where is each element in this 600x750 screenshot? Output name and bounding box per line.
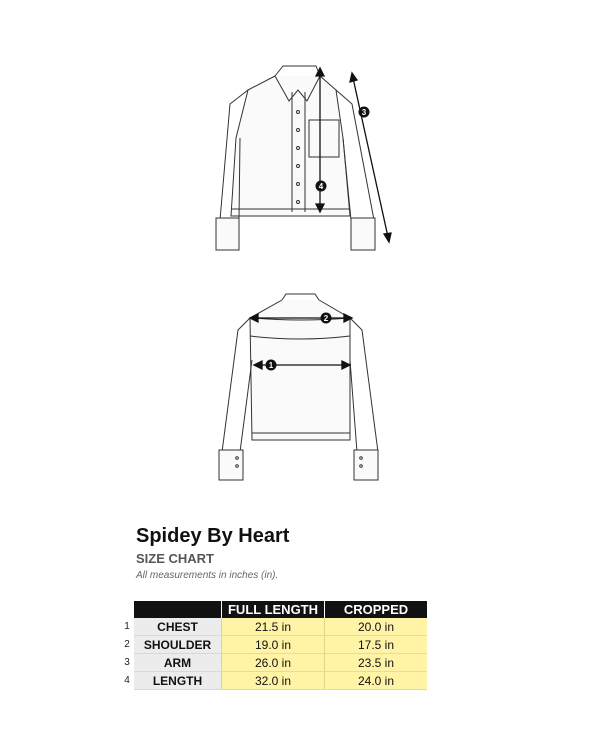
table-header-row [120,601,427,618]
cropped-value: 20.0 in [325,618,428,636]
cropped-value: 24.0 in [325,672,428,690]
marker-badge-4 [316,181,327,192]
brand-title: Spidey By Heart [136,525,290,547]
table-row [120,636,427,654]
header-corner [134,601,222,618]
svg-text:2: 2 [323,314,329,323]
row-label: SHOULDER [134,636,222,654]
full-length-value: 26.0 in [222,654,325,672]
row-number: 3 [124,657,130,668]
size-table [120,601,427,690]
row-number: 1 [124,621,130,633]
svg-text:4: 4 [318,182,324,191]
table-row [120,618,427,636]
size-chart-heading: SIZE CHART [136,551,214,566]
marker-badge-2 [321,313,332,324]
table-row [120,654,427,672]
front-shirt-drawing [216,66,375,250]
header-cropped: CROPPED [325,601,428,618]
arm-arrow [350,73,391,242]
marker-badge-1 [266,360,277,371]
cropped-value: 17.5 in [325,636,428,654]
full-length-value: 32.0 in [222,672,325,690]
svg-text:1: 1 [268,361,274,370]
full-length-value: 19.0 in [222,636,325,654]
svg-text:3: 3 [361,108,367,117]
cropped-value: 23.5 in [325,654,428,672]
row-label: CHEST [134,618,222,636]
row-number: 2 [124,639,130,650]
row-label: ARM [134,654,222,672]
row-label: LENGTH [134,672,222,690]
table-row [120,672,427,690]
measurement-note: All measurements in inches (in). [136,570,279,581]
full-length-value: 21.5 in [222,618,325,636]
back-shirt-drawing [219,294,378,480]
marker-badge-3 [359,107,370,118]
header-full-length: FULL LENGTH [222,601,325,618]
row-number: 4 [124,675,130,686]
